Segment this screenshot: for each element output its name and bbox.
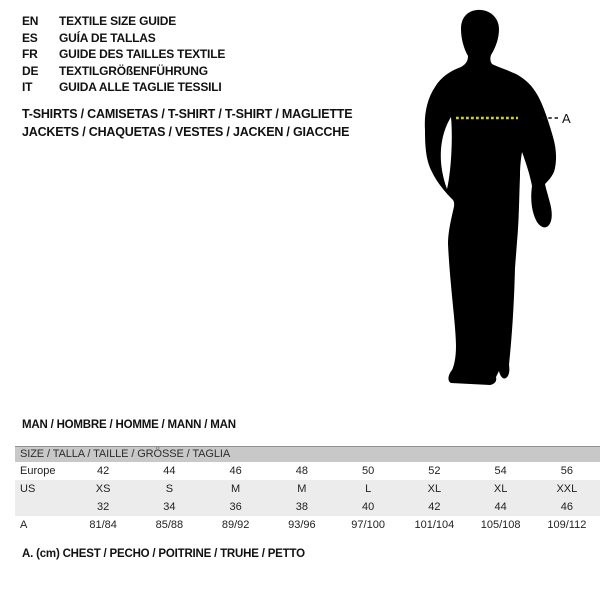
table-header: SIZE / TALLA / TAILLE / GRÖSSE / TAGLIA bbox=[15, 446, 600, 462]
language-list bbox=[22, 13, 225, 96]
table-cell: 48 bbox=[295, 465, 308, 477]
language-row bbox=[22, 63, 225, 80]
language-row bbox=[22, 13, 225, 30]
table-cell: 46 bbox=[560, 501, 573, 513]
language-code: IT bbox=[22, 80, 33, 95]
table-cell: 56 bbox=[560, 465, 573, 477]
category-line-tshirts: T-SHIRTS / CAMISETAS / T-SHIRT / T-SHIRT / MAGLIETTE bbox=[22, 107, 353, 121]
table-cell: 40 bbox=[362, 501, 375, 513]
language-code: DE bbox=[22, 63, 39, 78]
language-row bbox=[22, 79, 225, 96]
table-cell: 81/84 bbox=[89, 519, 117, 531]
table-cell: XL bbox=[493, 483, 508, 495]
table-row-europe bbox=[15, 462, 600, 480]
man-silhouette-figure bbox=[420, 5, 580, 390]
row-label: US bbox=[20, 483, 36, 495]
size-table bbox=[15, 446, 600, 534]
category-lines bbox=[22, 106, 352, 141]
table-cell: 50 bbox=[362, 465, 375, 477]
table-cell: 105/108 bbox=[480, 519, 521, 531]
table-cell: 54 bbox=[494, 465, 507, 477]
language-label: TEXTILE SIZE GUIDE bbox=[59, 14, 177, 28]
language-row bbox=[22, 46, 225, 63]
table-cell: 109/112 bbox=[547, 519, 587, 531]
table-cell: 36 bbox=[229, 501, 242, 513]
table-cell: XXL bbox=[556, 483, 578, 495]
table-cell: 44 bbox=[494, 501, 507, 513]
language-code: FR bbox=[22, 47, 38, 62]
table-row-chest-cm bbox=[15, 516, 600, 534]
table-cell: 42 bbox=[428, 501, 441, 513]
measure-label-a: A bbox=[562, 111, 571, 126]
table-cell: 93/96 bbox=[288, 519, 316, 531]
category-line-jackets: JACKETS / CHAQUETAS / VESTES / JACKEN / GIACCHE bbox=[22, 124, 350, 139]
language-label: TEXTILGRÖßENFÜHRUNG bbox=[59, 63, 208, 78]
language-code: ES bbox=[22, 30, 38, 45]
man-silhouette bbox=[425, 10, 556, 385]
table-cell: M bbox=[231, 483, 241, 495]
measurement-footnote: A. (cm) CHEST / PECHO / POITRINE / TRUHE / PETTO bbox=[22, 548, 305, 560]
table-cell: 101/104 bbox=[414, 519, 455, 531]
language-code: EN bbox=[22, 14, 39, 28]
table-row-us-numeric bbox=[15, 498, 600, 516]
table-cell: S bbox=[165, 483, 174, 495]
section-title: MAN / HOMBRE / HOMME / MANN / MAN bbox=[22, 419, 236, 431]
row-label: A bbox=[20, 519, 28, 531]
table-cell: 44 bbox=[163, 465, 176, 477]
table-cell: XS bbox=[95, 483, 111, 495]
table-cell: L bbox=[365, 483, 372, 495]
table-cell: M bbox=[297, 483, 307, 495]
language-row bbox=[22, 30, 225, 47]
table-cell: 42 bbox=[97, 465, 110, 477]
table-cell: 38 bbox=[295, 501, 308, 513]
table-cell: 34 bbox=[163, 501, 176, 513]
table-cell: 32 bbox=[97, 501, 110, 513]
table-cell: 46 bbox=[229, 465, 242, 477]
table-cell: 52 bbox=[428, 465, 441, 477]
row-label: Europe bbox=[20, 465, 56, 477]
language-label: GUÍA DE TALLAS bbox=[59, 30, 156, 45]
table-cell: XL bbox=[427, 483, 442, 495]
language-label: GUIDA ALLE TAGLIE TESSILI bbox=[59, 80, 222, 95]
table-cell: 89/92 bbox=[221, 519, 250, 531]
table-row-us-letter bbox=[15, 480, 600, 498]
language-label: GUIDE DES TAILLES TEXTILE bbox=[59, 47, 226, 62]
table-cell: 97/100 bbox=[351, 519, 385, 531]
table-cell: 85/88 bbox=[155, 519, 184, 531]
